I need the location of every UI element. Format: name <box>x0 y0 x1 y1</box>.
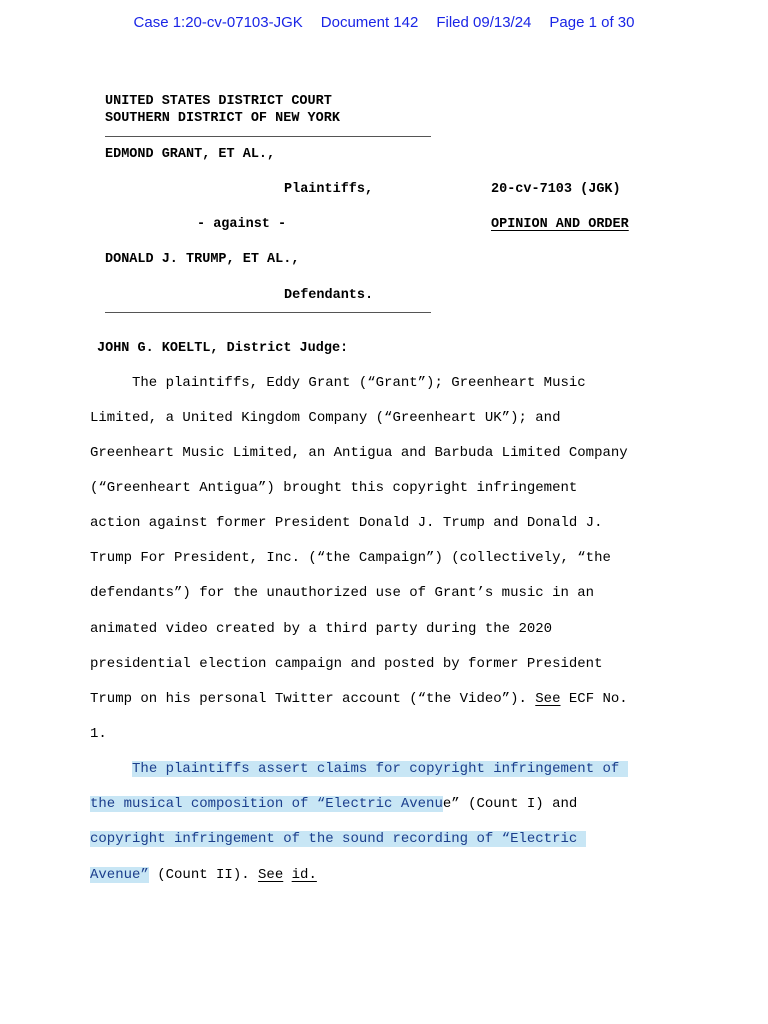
paragraph-line: presidential election campaign and posted by former President <box>90 656 603 672</box>
plaintiff-name: EDMOND GRANT, ET AL., <box>105 147 276 162</box>
defendant-name: DONALD J. TRUMP, ET AL., <box>105 252 300 267</box>
caption-top-rule <box>105 136 431 137</box>
paragraph-line: The plaintiffs, Eddy Grant (“Grant”); Greenheart Music <box>90 375 586 391</box>
paragraph-line <box>90 866 317 884</box>
highlighted-text[interactable]: Avenue” <box>90 867 149 883</box>
paragraph-line: action against former President Donald J. Trump and Donald J. <box>90 515 603 531</box>
highlighted-text[interactable]: copyright infringement of the sound recording of “Electric <box>90 831 586 847</box>
paragraph-line: defendants”) for the unauthorized use of Grant’s music in an <box>90 585 595 601</box>
highlighted-text[interactable]: the musical composition of “Electric Avenu <box>90 796 443 812</box>
document-number-header: Document 142 <box>320 14 419 31</box>
court-name-line2: SOUTHERN DISTRICT OF NEW YORK <box>105 111 340 126</box>
paragraph-line: Greenheart Music Limited, an Antigua and Barbuda Limited Company <box>90 445 628 461</box>
filed-date-header: Filed 09/13/24 <box>436 14 532 31</box>
see-signal: See <box>258 867 284 883</box>
paragraph-line <box>90 690 628 708</box>
page-number-header: Page 1 of 30 <box>549 14 635 31</box>
paragraph-line: Limited, a United Kingdom Company (“Greenheart UK”); and <box>90 410 561 426</box>
see-signal: See <box>535 691 561 707</box>
case-number: 20-cv-7103 (JGK) <box>491 182 621 197</box>
paragraph-line <box>90 760 628 778</box>
citation-text: Trump on his personal Twitter account (“the Video”). <box>90 691 536 707</box>
plain-text <box>283 867 291 883</box>
citation-text: ECF No. <box>560 691 628 707</box>
paragraph-line: 1. <box>90 726 107 742</box>
paragraph-line: Trump For President, Inc. (“the Campaign”) (collectively, “the <box>90 550 611 566</box>
defendants-label: Defendants. <box>284 288 374 303</box>
judge-line: JOHN G. KOELTL, District Judge: <box>97 341 349 356</box>
indent <box>90 761 132 777</box>
paragraph-line <box>90 830 586 848</box>
case-number-header: Case 1:20-cv-07103-JGK <box>133 14 303 31</box>
plain-text: e” (Count I) and <box>442 796 578 812</box>
caption-bottom-rule <box>105 312 431 313</box>
paragraph-line: (“Greenheart Antigua”) brought this copyright infringement <box>90 480 578 496</box>
court-name-line1: UNITED STATES DISTRICT COURT <box>105 94 332 109</box>
plain-text: (Count II). <box>148 867 259 883</box>
plaintiffs-label: Plaintiffs, <box>284 182 374 197</box>
against-label: - against - <box>197 217 287 232</box>
highlighted-text[interactable]: The plaintiffs assert claims for copyright infringement of <box>132 761 628 777</box>
paragraph-line <box>90 795 577 813</box>
id-citation: id. <box>291 867 317 883</box>
document-header <box>0 14 768 31</box>
paragraph-line: animated video created by a third party during the 2020 <box>90 621 553 637</box>
document-title: OPINION AND ORDER <box>491 217 629 232</box>
